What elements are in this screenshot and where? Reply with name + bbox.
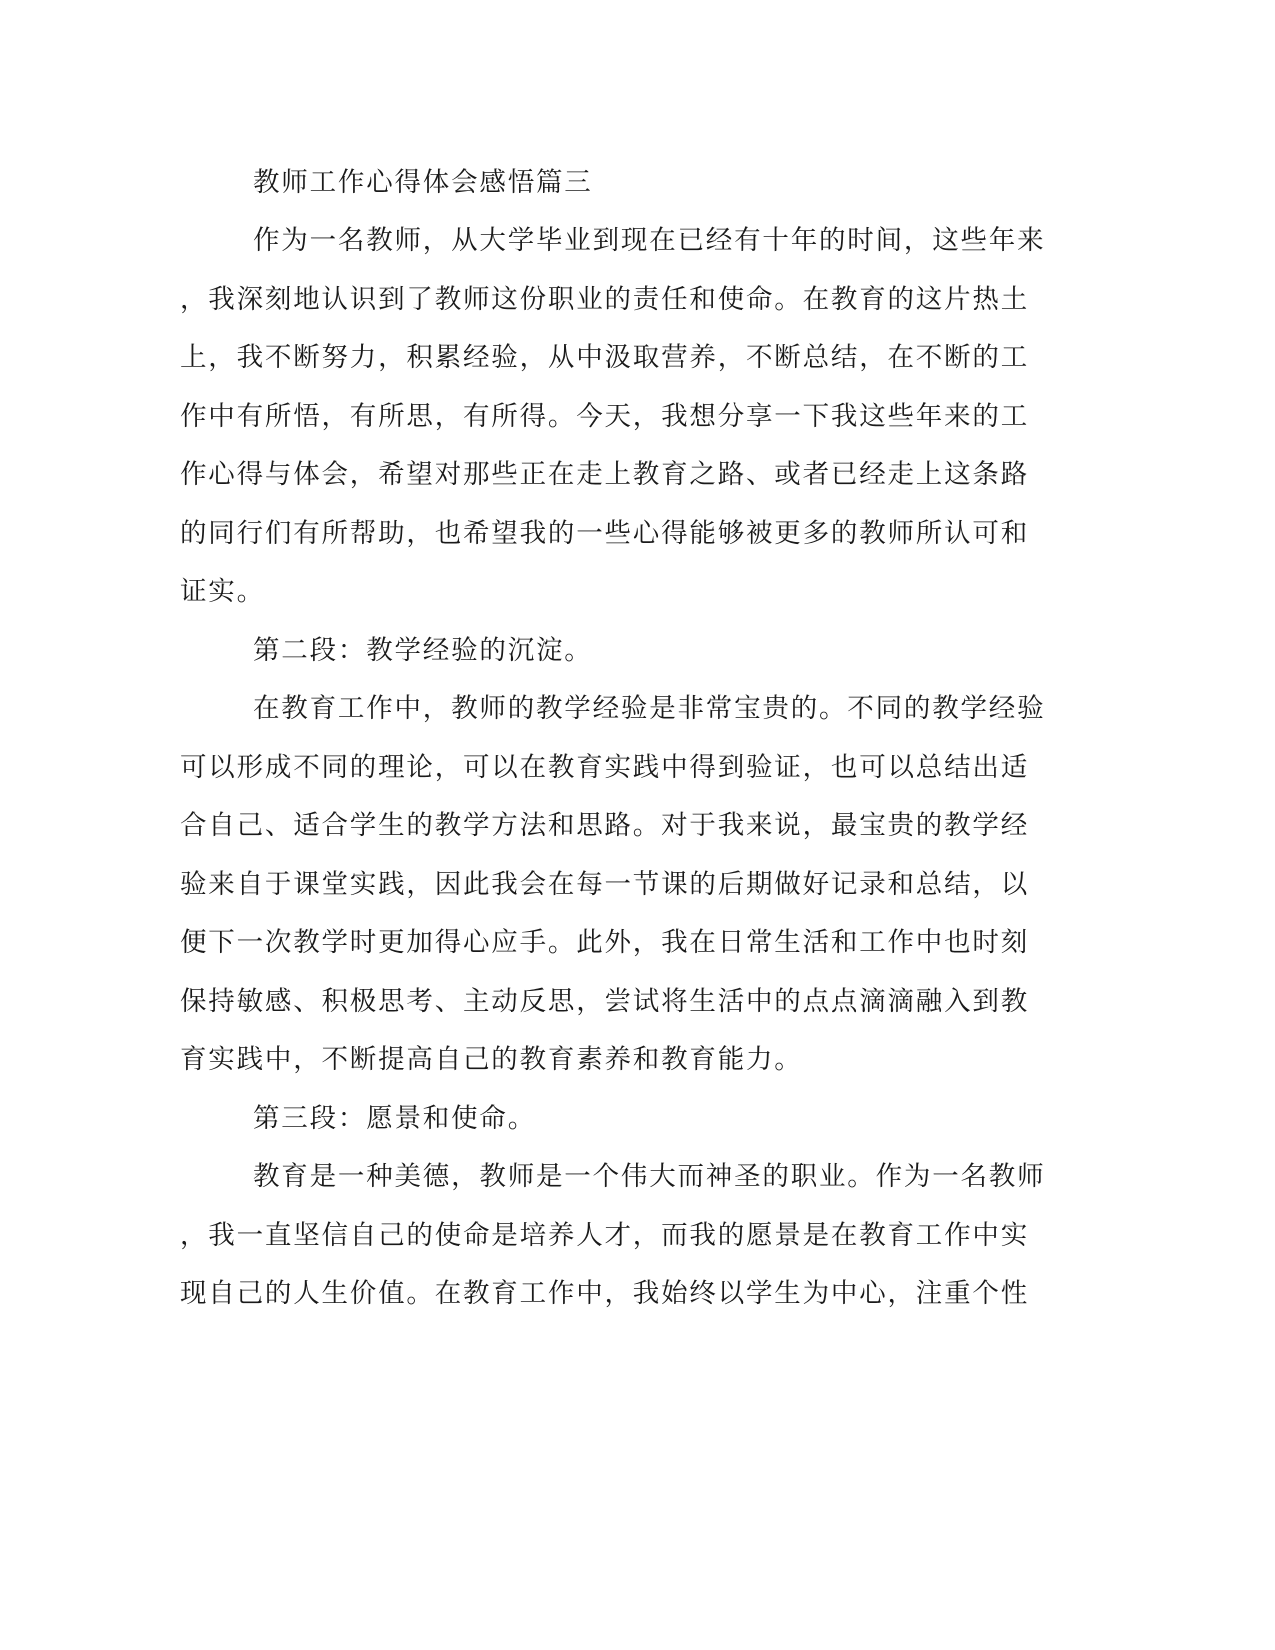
text-line: 证实。 xyxy=(180,576,265,607)
text-line: 现自己的人生价值。在教育工作中，我始终以学生为中心，注重个性 xyxy=(180,1278,1029,1309)
text-line: 上，我不断努力，积累经验，从中汲取营养，不断总结，在不断的工 xyxy=(180,342,1029,373)
text-line: 在教育工作中，教师的教学经验是非常宝贵的。不同的教学经验 xyxy=(253,693,1046,724)
section-heading: 第二段：教学经验的沉淀。 xyxy=(253,635,593,666)
text-line: 作中有所悟，有所思，有所得。今天，我想分享一下我这些年来的工 xyxy=(180,401,1029,432)
text-line: 育实践中，不断提高自己的教育素养和教育能力。 xyxy=(180,1044,803,1075)
text-line: 可以形成不同的理论，可以在教育实践中得到验证，也可以总结出适 xyxy=(180,752,1029,783)
document-title: 教师工作心得体会感悟篇三 xyxy=(253,167,593,198)
text-line: 的同行们有所帮助，也希望我的一些心得能够被更多的教师所认可和 xyxy=(180,518,1029,549)
text-line: 便下一次教学时更加得心应手。此外，我在日常生活和工作中也时刻 xyxy=(180,927,1029,958)
text-line: 保持敏感、积极思考、主动反思，尝试将生活中的点点滴滴融入到教 xyxy=(180,986,1029,1017)
text-line: 验来自于课堂实践，因此我会在每一节课的后期做好记录和总结，以 xyxy=(180,869,1029,900)
text-line: ，我一直坚信自己的使命是培养人才，而我的愿景是在教育工作中实 xyxy=(180,1220,1029,1251)
section-heading: 第三段：愿景和使命。 xyxy=(253,1103,536,1134)
text-line: 作为一名教师，从大学毕业到现在已经有十年的时间，这些年来 xyxy=(253,225,1046,256)
text-line: 作心得与体会，希望对那些正在走上教育之路、或者已经走上这条路 xyxy=(180,459,1029,490)
text-line: 教育是一种美德，教师是一个伟大而神圣的职业。作为一名教师 xyxy=(253,1161,1046,1192)
text-line: 合自己、适合学生的教学方法和思路。对于我来说，最宝贵的教学经 xyxy=(180,810,1029,841)
text-line: ，我深刻地认识到了教师这份职业的责任和使命。在教育的这片热土 xyxy=(180,284,1029,315)
